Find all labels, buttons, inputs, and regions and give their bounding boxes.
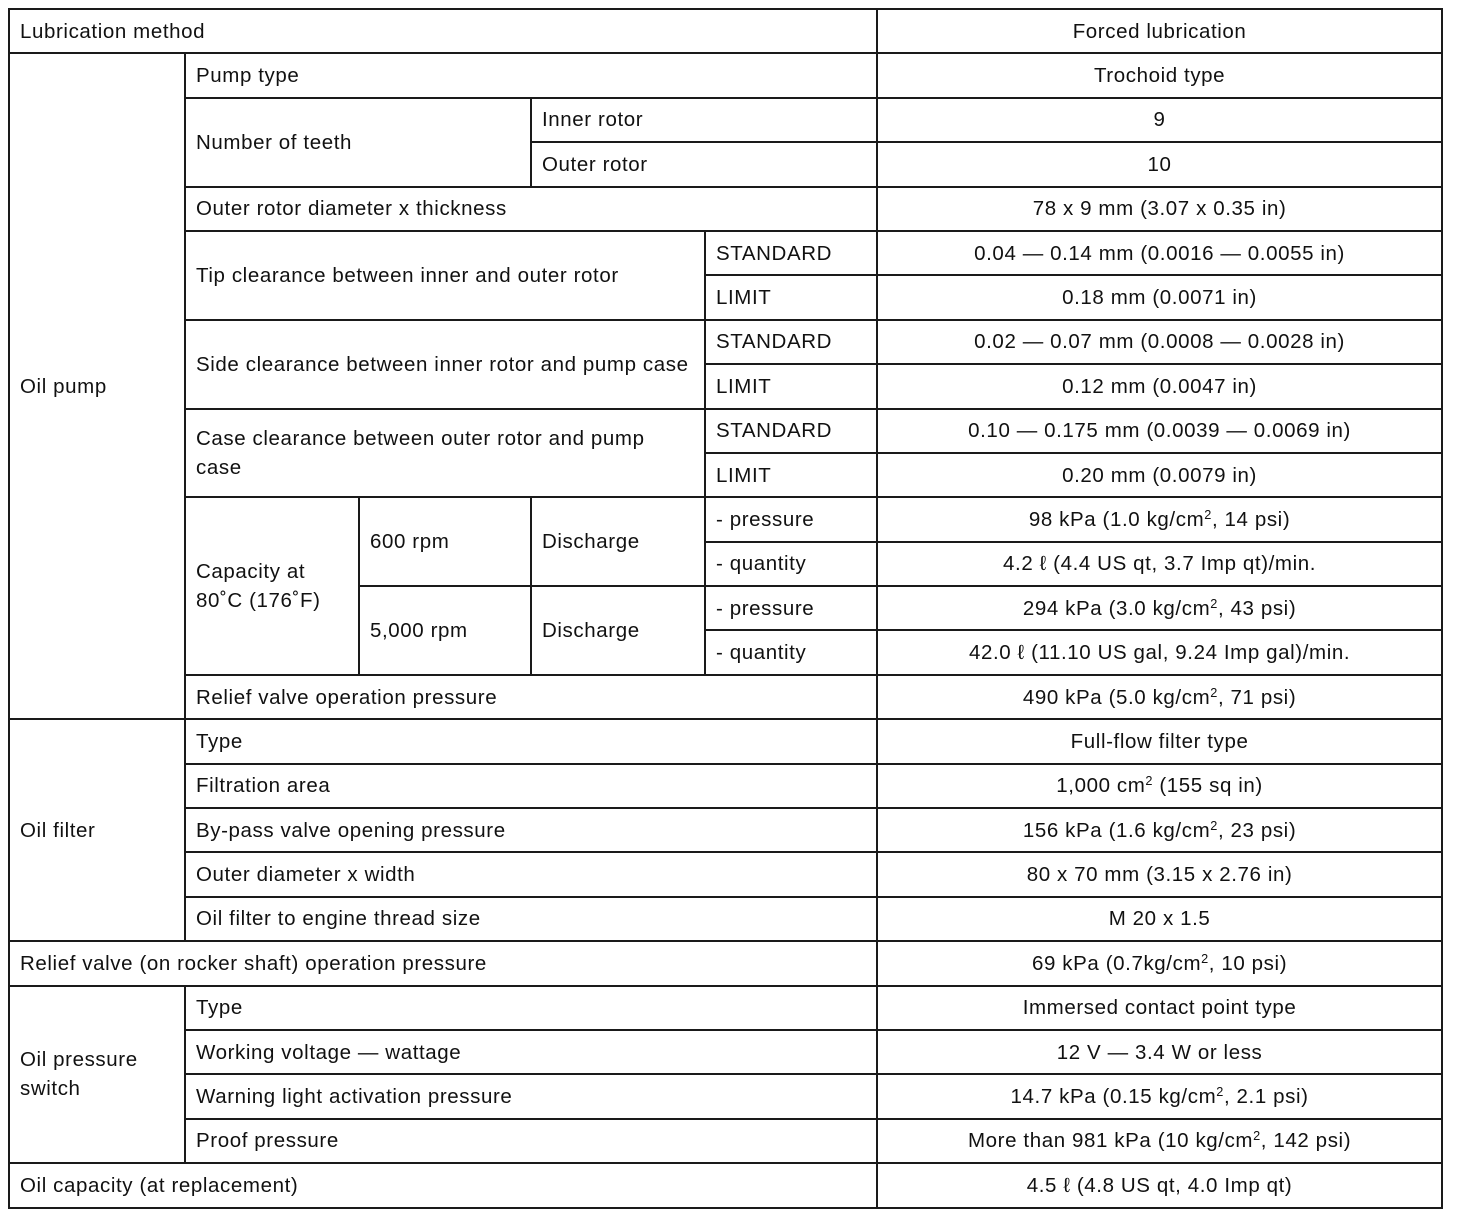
- case-clearance-label: Case clearance between outer rotor and pump case: [185, 409, 705, 498]
- quantity-600-label: - quantity: [705, 542, 877, 586]
- row-oil-capacity: [9, 1163, 1442, 1207]
- superscript-2: 2: [1145, 773, 1154, 789]
- outer-rotor-label: Outer rotor: [531, 142, 877, 186]
- relief-valve-label: Relief valve operation pressure: [185, 675, 877, 719]
- rocker-relief-value: 69 kPa ($0.7kg/cm^2$, 10 psi): [877, 941, 1442, 985]
- row-teeth-inner: [9, 98, 1442, 142]
- row-filter-dim: [9, 852, 1442, 896]
- pressure-5000-label: - pressure: [705, 586, 877, 630]
- switch-proof-value: More than 981 kPa (10 $kg/cm^2$, 142 psi): [877, 1119, 1442, 1163]
- lubrication-method-label: Lubrication method: [9, 9, 877, 53]
- superscript-2: 2: [1216, 1084, 1224, 1100]
- bypass-value: 156 kPa (1.6 $kg/cm^2$, 23 psi): [877, 808, 1442, 852]
- pressure-600-value: 98 kPa (1.0 $kg/cm^2$, 14 psi): [877, 497, 1442, 541]
- rpm-5000-label: 5,000 rpm: [359, 586, 531, 675]
- quantity-600-value: 4.2 ℓ (4.4 US qt, 3.7 Imp qt)/min.: [877, 542, 1442, 586]
- row-thread-size: [9, 897, 1442, 941]
- superscript-2: 2: [1201, 950, 1209, 966]
- pump-type-value: Trochoid type: [877, 53, 1442, 97]
- superscript-2: 2: [1204, 506, 1212, 522]
- rpm-600-label: 600 rpm: [359, 497, 531, 586]
- row-rocker-relief: [9, 941, 1442, 985]
- inner-rotor-label: Inner rotor: [531, 98, 877, 142]
- tip-limit-value: 0.18 mm (0.0071 in): [877, 275, 1442, 319]
- row-switch-warning: [9, 1074, 1442, 1118]
- tip-clearance-label: Tip clearance between inner and outer rotor: [185, 231, 705, 320]
- row-side-standard: [9, 320, 1442, 364]
- superscript-2: 2: [1253, 1128, 1261, 1144]
- filtration-area-label: Filtration area: [185, 764, 877, 808]
- teeth-label: Number of teeth: [185, 98, 531, 187]
- row-pump-type: [9, 53, 1442, 97]
- bypass-label: By-pass valve opening pressure: [185, 808, 877, 852]
- oil-pump-group-label: Oil pump: [9, 53, 185, 719]
- row-switch-voltage: [9, 1030, 1442, 1074]
- tip-standard-label: STANDARD: [705, 231, 877, 275]
- row-filtration-area: [9, 764, 1442, 808]
- filter-dim-value: 80 x 70 mm (3.15 x 2.76 in): [877, 852, 1442, 896]
- row-lubrication-method: [9, 9, 1442, 53]
- tip-standard-value: 0.04 — 0.14 mm (0.0016 — 0.0055 in): [877, 231, 1442, 275]
- row-case-standard: [9, 409, 1442, 453]
- lubrication-method-value: Forced lubrication: [877, 9, 1442, 53]
- relief-valve-value: 490 kPa (5.0 $kg/cm^2$, 71 psi): [877, 675, 1442, 719]
- pressure-5000-value: 294 kPa (3.0 $kg/cm^2$, 43 psi): [877, 586, 1442, 630]
- filter-type-label: Type: [185, 719, 877, 763]
- thread-size-label: Oil filter to engine thread size: [185, 897, 877, 941]
- row-filter-type: [9, 719, 1442, 763]
- side-clearance-label: Side clearance between inner rotor and pump case: [185, 320, 705, 409]
- lubrication-spec-table: [8, 8, 1443, 1209]
- row-600-pressure: [9, 497, 1442, 541]
- tip-limit-label: LIMIT: [705, 275, 877, 319]
- outer-rotor-dim-value: 78 x 9 mm (3.07 x 0.35 in): [877, 187, 1442, 231]
- discharge-600-label: Discharge: [531, 497, 705, 586]
- row-outer-rotor-dim: [9, 187, 1442, 231]
- inner-rotor-value: 9: [877, 98, 1442, 142]
- switch-proof-label: Proof pressure: [185, 1119, 877, 1163]
- switch-voltage-value: 12 V — 3.4 W or less: [877, 1030, 1442, 1074]
- row-bypass: [9, 808, 1442, 852]
- oil-pressure-switch-group-label: Oil pressure switch: [9, 986, 185, 1164]
- row-switch-proof: [9, 1119, 1442, 1163]
- side-limit-value: 0.12 mm (0.0047 in): [877, 364, 1442, 408]
- thread-size-value: M 20 x 1.5: [877, 897, 1442, 941]
- case-standard-label: STANDARD: [705, 409, 877, 453]
- filter-dim-label: Outer diameter x width: [185, 852, 877, 896]
- superscript-2: 2: [1210, 684, 1218, 700]
- row-relief-valve: [9, 675, 1442, 719]
- filtration-area-value: 1,000 $cm^2$ (155 sq in): [877, 764, 1442, 808]
- case-standard-value: 0.10 — 0.175 mm (0.0039 — 0.0069 in): [877, 409, 1442, 453]
- switch-warning-label: Warning light activation pressure: [185, 1074, 877, 1118]
- switch-type-value: Immersed contact point type: [877, 986, 1442, 1030]
- oil-capacity-label: Oil capacity (at replacement): [9, 1163, 877, 1207]
- outer-rotor-value: 10: [877, 142, 1442, 186]
- pump-type-label: Pump type: [185, 53, 877, 97]
- row-tip-standard: [9, 231, 1442, 275]
- case-limit-label: LIMIT: [705, 453, 877, 497]
- superscript-2: 2: [1210, 595, 1218, 611]
- side-standard-value: 0.02 — 0.07 mm (0.0008 — 0.0028 in): [877, 320, 1442, 364]
- filter-type-value: Full-flow filter type: [877, 719, 1442, 763]
- rocker-relief-label: Relief valve (on rocker shaft) operation pressure: [9, 941, 877, 985]
- row-switch-type: [9, 986, 1442, 1030]
- oil-filter-group-label: Oil filter: [9, 719, 185, 941]
- switch-voltage-label: Working voltage — wattage: [185, 1030, 877, 1074]
- oil-capacity-value: 4.5 ℓ (4.8 US qt, 4.0 Imp qt): [877, 1163, 1442, 1207]
- superscript-2: 2: [1210, 817, 1218, 833]
- case-limit-value: 0.20 mm (0.0079 in): [877, 453, 1442, 497]
- outer-rotor-dim-label: Outer rotor diameter x thickness: [185, 187, 877, 231]
- quantity-5000-value: 42.0 ℓ (11.10 US gal, 9.24 Imp gal)/min.: [877, 630, 1442, 674]
- capacity-label: Capacity at 80˚C (176˚F): [185, 497, 359, 675]
- discharge-5000-label: Discharge: [531, 586, 705, 675]
- switch-type-label: Type: [185, 986, 877, 1030]
- switch-warning-value: 14.7 kPa (0.15 $kg/cm^2$, 2.1 psi): [877, 1074, 1442, 1118]
- quantity-5000-label: - quantity: [705, 630, 877, 674]
- side-standard-label: STANDARD: [705, 320, 877, 364]
- pressure-600-label: - pressure: [705, 497, 877, 541]
- side-limit-label: LIMIT: [705, 364, 877, 408]
